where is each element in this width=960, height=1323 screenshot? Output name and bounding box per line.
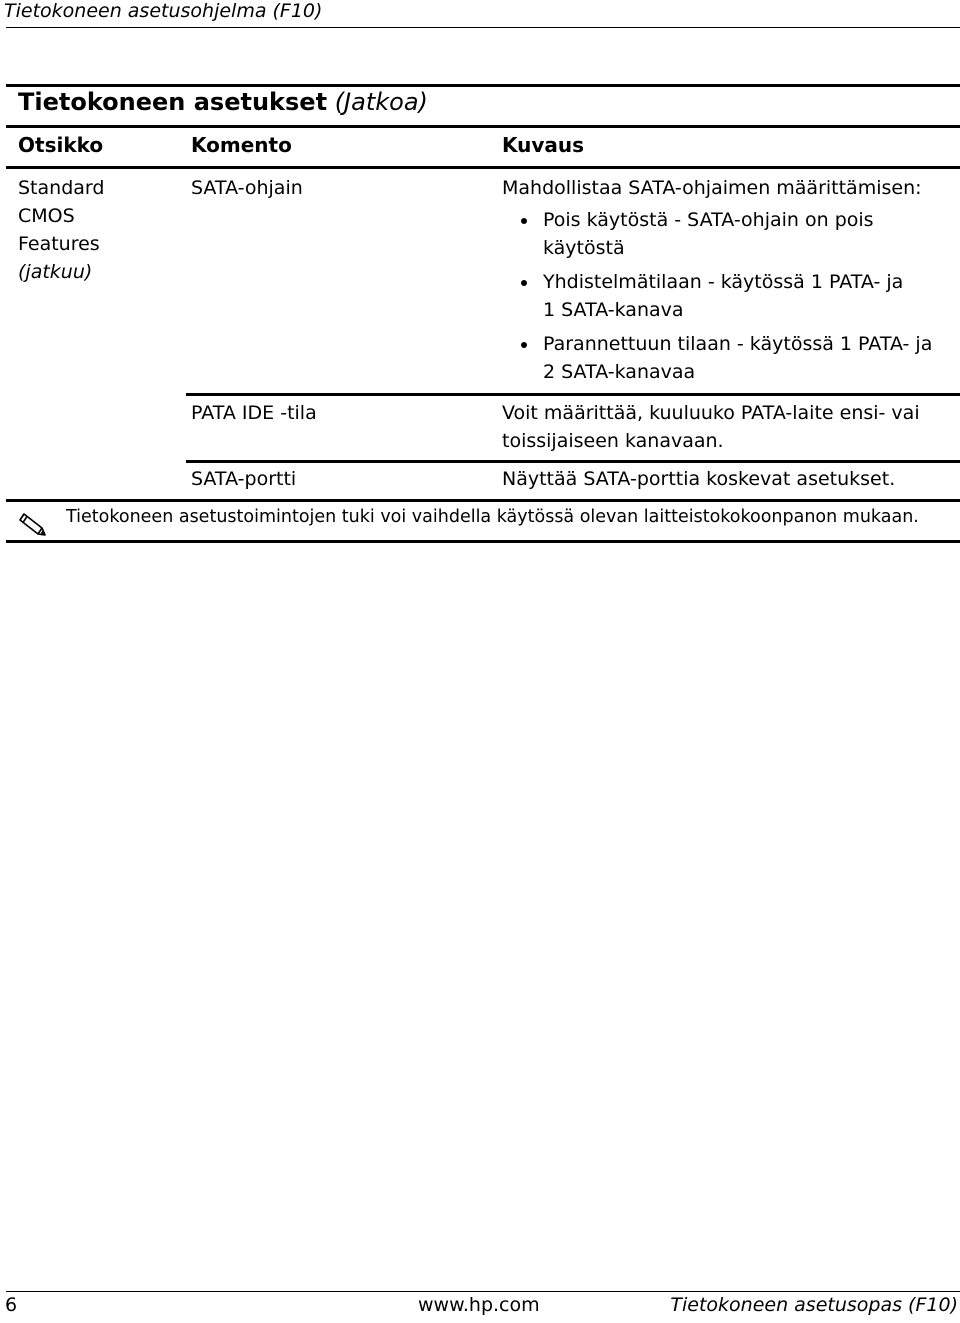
note-text: Tietokoneen asetustoimintojen tuki voi vaihdella käytössä olevan laitteistokokoonpanon mukaan. (66, 507, 919, 527)
list-item-line: 2 SATA-kanavaa (543, 361, 696, 383)
list-item (518, 206, 958, 262)
pencil-icon (14, 508, 52, 538)
description-line: toissijaiseen kanavaan. (502, 430, 724, 452)
section-line: Standard (18, 177, 105, 199)
footer-rule (6, 1291, 960, 1292)
table-title-main: Tietokoneen asetukset (18, 88, 328, 116)
description-cell: Mahdollistaa SATA-ohjaimen määrittämisen: (502, 177, 922, 199)
section-continued: (jatkuu) (18, 261, 93, 283)
note-top-rule (6, 499, 960, 502)
bullet-icon (521, 280, 527, 286)
list-item (518, 330, 958, 386)
running-header: Tietokoneen asetusohjelma (F10) (4, 0, 323, 22)
command-cell: PATA IDE -tila (191, 402, 317, 424)
list-item (518, 268, 958, 324)
column-header-command: Komento (191, 133, 292, 157)
command-cell: SATA-ohjain (191, 177, 303, 199)
command-cell: SATA-portti (191, 468, 297, 490)
header-row-top-rule (6, 125, 960, 128)
description-line: Voit määrittää, kuuluuko PATA-laite ensi- vai (502, 402, 920, 424)
option-list (518, 206, 958, 392)
table-top-rule (6, 84, 960, 87)
description-cell: Näyttää SATA-porttia koskevat asetukset. (502, 468, 896, 490)
header-rule (6, 27, 960, 28)
bullet-icon (521, 218, 527, 224)
section-line: Features (18, 233, 100, 255)
footer-url: www.hp.com (418, 1294, 540, 1316)
page-number: 6 (5, 1294, 18, 1316)
row-divider (186, 460, 960, 463)
list-item-line: Yhdistelmätilaan - käytössä 1 PATA- ja (543, 271, 904, 293)
list-item-line: 1 SATA-kanava (543, 299, 684, 321)
description-cell (502, 399, 920, 455)
section-cell (18, 174, 104, 286)
column-header-description: Kuvaus (502, 133, 585, 157)
list-item-line: käytöstä (543, 237, 625, 259)
footer-book-title: Tietokoneen asetusopas (F10) (670, 1294, 958, 1316)
column-header-heading: Otsikko (18, 133, 104, 157)
table-title-continued: (Jatkoa) (334, 88, 428, 116)
row-divider (186, 393, 960, 396)
table-title (18, 88, 428, 116)
list-item-line: Parannettuun tilaan - käytössä 1 PATA- ja (543, 333, 933, 355)
header-row-bottom-rule (6, 166, 960, 169)
list-item-line: Pois käytöstä - SATA-ohjain on pois (543, 209, 874, 231)
section-line: CMOS (18, 205, 75, 227)
bullet-icon (521, 342, 527, 348)
note-bottom-rule (6, 540, 960, 543)
